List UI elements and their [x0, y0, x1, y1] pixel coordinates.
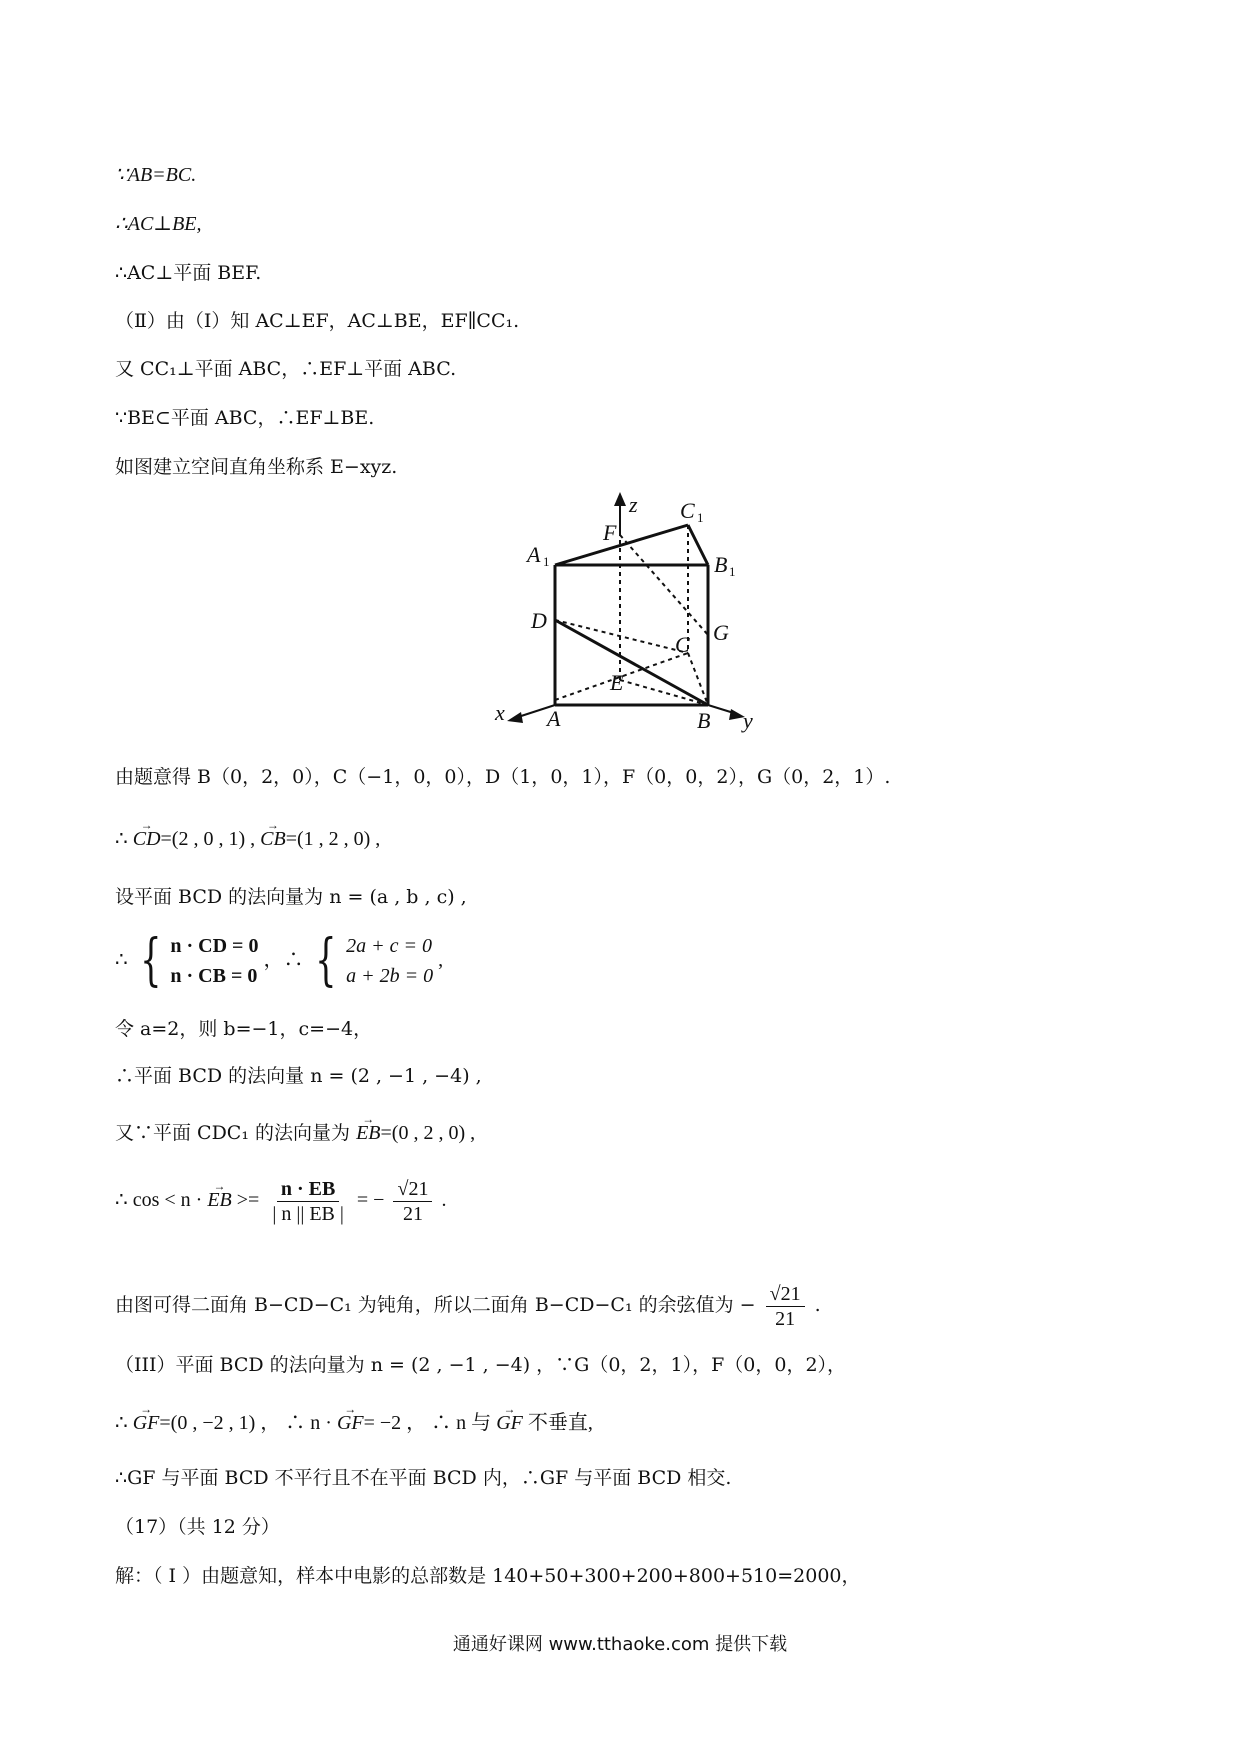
dihedral-fraction — [766, 1282, 805, 1331]
edge-a1-c1 — [555, 525, 688, 565]
system-eq-1: n · CD = 0 — [170, 935, 259, 958]
page-footer: 通通好课网 www.tthaoke.com 提供下载 — [452, 1634, 788, 1655]
label-a1-sub: 1 — [543, 554, 550, 569]
text-line-19: ∴GF 与平面 BCD 不平行且不在平面 BCD 内，∴GF 与平面 BCD 相交. — [115, 1467, 732, 1489]
cos-fraction — [268, 1177, 348, 1226]
text-line-3: ∴AC⊥平面 BEF. — [115, 262, 262, 284]
label-b: B — [697, 708, 711, 733]
text-line-15 — [115, 1170, 446, 1230]
vector-system — [133, 928, 259, 994]
system-end: , — [438, 949, 444, 971]
system-connector: ，∴ — [263, 949, 304, 971]
vector-gf: → GF — [133, 1410, 160, 1436]
text-line-9 — [115, 826, 380, 852]
dihedral-numerator: √21 — [766, 1282, 805, 1307]
label-e: E — [610, 670, 624, 695]
cos-value-fraction — [393, 1177, 432, 1226]
label-f: F — [603, 520, 617, 545]
therefore-symbol: ∴ — [115, 828, 128, 850]
text-line-2: ∴AC⊥BE, — [115, 213, 202, 235]
left-brace: { — [139, 928, 162, 994]
vector-cd: → CD — [133, 826, 161, 852]
not-perpendicular: 不垂直, — [527, 1412, 593, 1434]
text-line-8: 由题意得 B（0，2，0），C（−1，0，0），D（1，0，1），F（0，0，2），G（0，2，1）. — [115, 766, 891, 788]
system-eq-2: n · CB = 0 — [170, 965, 258, 988]
vector-eb-2: → EB — [207, 1170, 231, 1230]
vector-gf-2: → GF — [337, 1410, 364, 1436]
vector-cb: → CB — [260, 826, 286, 852]
label-c: C — [675, 632, 690, 657]
arrow-z — [614, 492, 626, 506]
cos-denominator: | n || EB | — [272, 1202, 344, 1225]
label-b1-sub: 1 — [729, 564, 736, 579]
label-z: z — [629, 492, 638, 517]
dot-product-value: = −2 ， ∴ n 与 — [363, 1412, 492, 1434]
edge-d-c — [555, 620, 688, 653]
label-c1: C — [680, 498, 695, 523]
label-a: A — [547, 706, 561, 731]
text-line-11 — [115, 928, 444, 994]
cos-value-numerator: √21 — [393, 1177, 432, 1202]
label-g: G — [713, 620, 729, 645]
text-line-1: ∵AB=BC. — [115, 164, 197, 186]
text-line-5: 又 CC₁⊥平面 ABC，∴EF⊥平面 ABC. — [115, 358, 457, 380]
vector-gf-value: =(0 , −2 , 1) ， ∴ n · — [159, 1412, 332, 1434]
cos-eq: >= — [236, 1189, 260, 1211]
label-b1: B — [714, 552, 728, 577]
text-line-20: （17）（共 12 分） — [115, 1516, 280, 1538]
normal-vector-prefix: 又∵平面 CDC₁ 的法向量为 — [115, 1122, 351, 1144]
therefore-symbol-2: ∴ — [115, 949, 128, 971]
text-line-16 — [115, 1275, 821, 1335]
cos-end: . — [441, 1189, 447, 1211]
cos-numerator: n · EB — [277, 1177, 339, 1202]
text-line-12: 令 a=2，则 b=−1，c=−4， — [115, 1018, 373, 1040]
cos-prefix: ∴ cos < n · — [115, 1189, 203, 1211]
vector-gf-3: → GF — [496, 1410, 523, 1436]
text-line-6: ∵BE⊂平面 ABC，∴EF⊥BE. — [115, 407, 375, 429]
text-line-4: （Ⅱ）由（I）知 AC⊥EF，AC⊥BE，EF∥CC₁. — [115, 310, 520, 332]
system-eq-4: a + 2b = 0 — [346, 965, 434, 988]
label-a1: A — [527, 542, 541, 567]
text-line-21: 解：（ I ）由题意知，样本中电影的总部数是 140+50+300+200+800+510=2000， — [115, 1565, 861, 1587]
label-d: D — [531, 608, 547, 633]
text-line-17: （III）平面 BCD 的法向量为 n = (2 , −1 , −4) ，∵G（0，2，1），F（0，0，2）， — [115, 1354, 847, 1376]
edge-f-g — [620, 535, 708, 635]
edge-e-b — [620, 680, 708, 705]
vector-cb-value: =(1 , 2 , 0) , — [285, 828, 381, 850]
vector-eb-value: =(0 , 2 , 0) , — [380, 1122, 476, 1144]
therefore-symbol-3: ∴ — [115, 1412, 128, 1434]
system-eq-3: 2a + c = 0 — [346, 935, 432, 958]
vector-eb: → EB — [356, 1120, 380, 1146]
label-c1-sub: 1 — [697, 510, 704, 525]
text-line-10: 设平面 BCD 的法向量为 n = (a , b , c) , — [115, 886, 467, 908]
left-brace-2: { — [315, 928, 337, 994]
vector-cd-value: =(2 , 0 , 1) , — [160, 828, 256, 850]
prism-figure — [475, 490, 795, 750]
cos-value-denominator: 21 — [402, 1202, 423, 1225]
text-line-14 — [115, 1120, 475, 1146]
scalar-system — [308, 928, 434, 994]
dihedral-text: 由图可得二面角 B−CD−C₁ 为钝角，所以二面角 B−CD−C₁ 的余弦值为 − — [115, 1294, 756, 1316]
label-y: y — [743, 708, 753, 733]
text-line-13: ∴平面 BCD 的法向量 n = (2 , −1 , −4) , — [115, 1065, 482, 1087]
text-line-18 — [115, 1410, 593, 1436]
cos-eq-2: = − — [356, 1189, 385, 1211]
arrow-x — [507, 712, 523, 723]
label-x: x — [495, 700, 505, 725]
edge-c1-b1 — [688, 525, 708, 565]
dihedral-end: . — [814, 1294, 821, 1316]
dihedral-denominator: 21 — [775, 1307, 796, 1330]
text-line-7: 如图建立空间直角坐称系 E−xyz. — [115, 456, 398, 478]
